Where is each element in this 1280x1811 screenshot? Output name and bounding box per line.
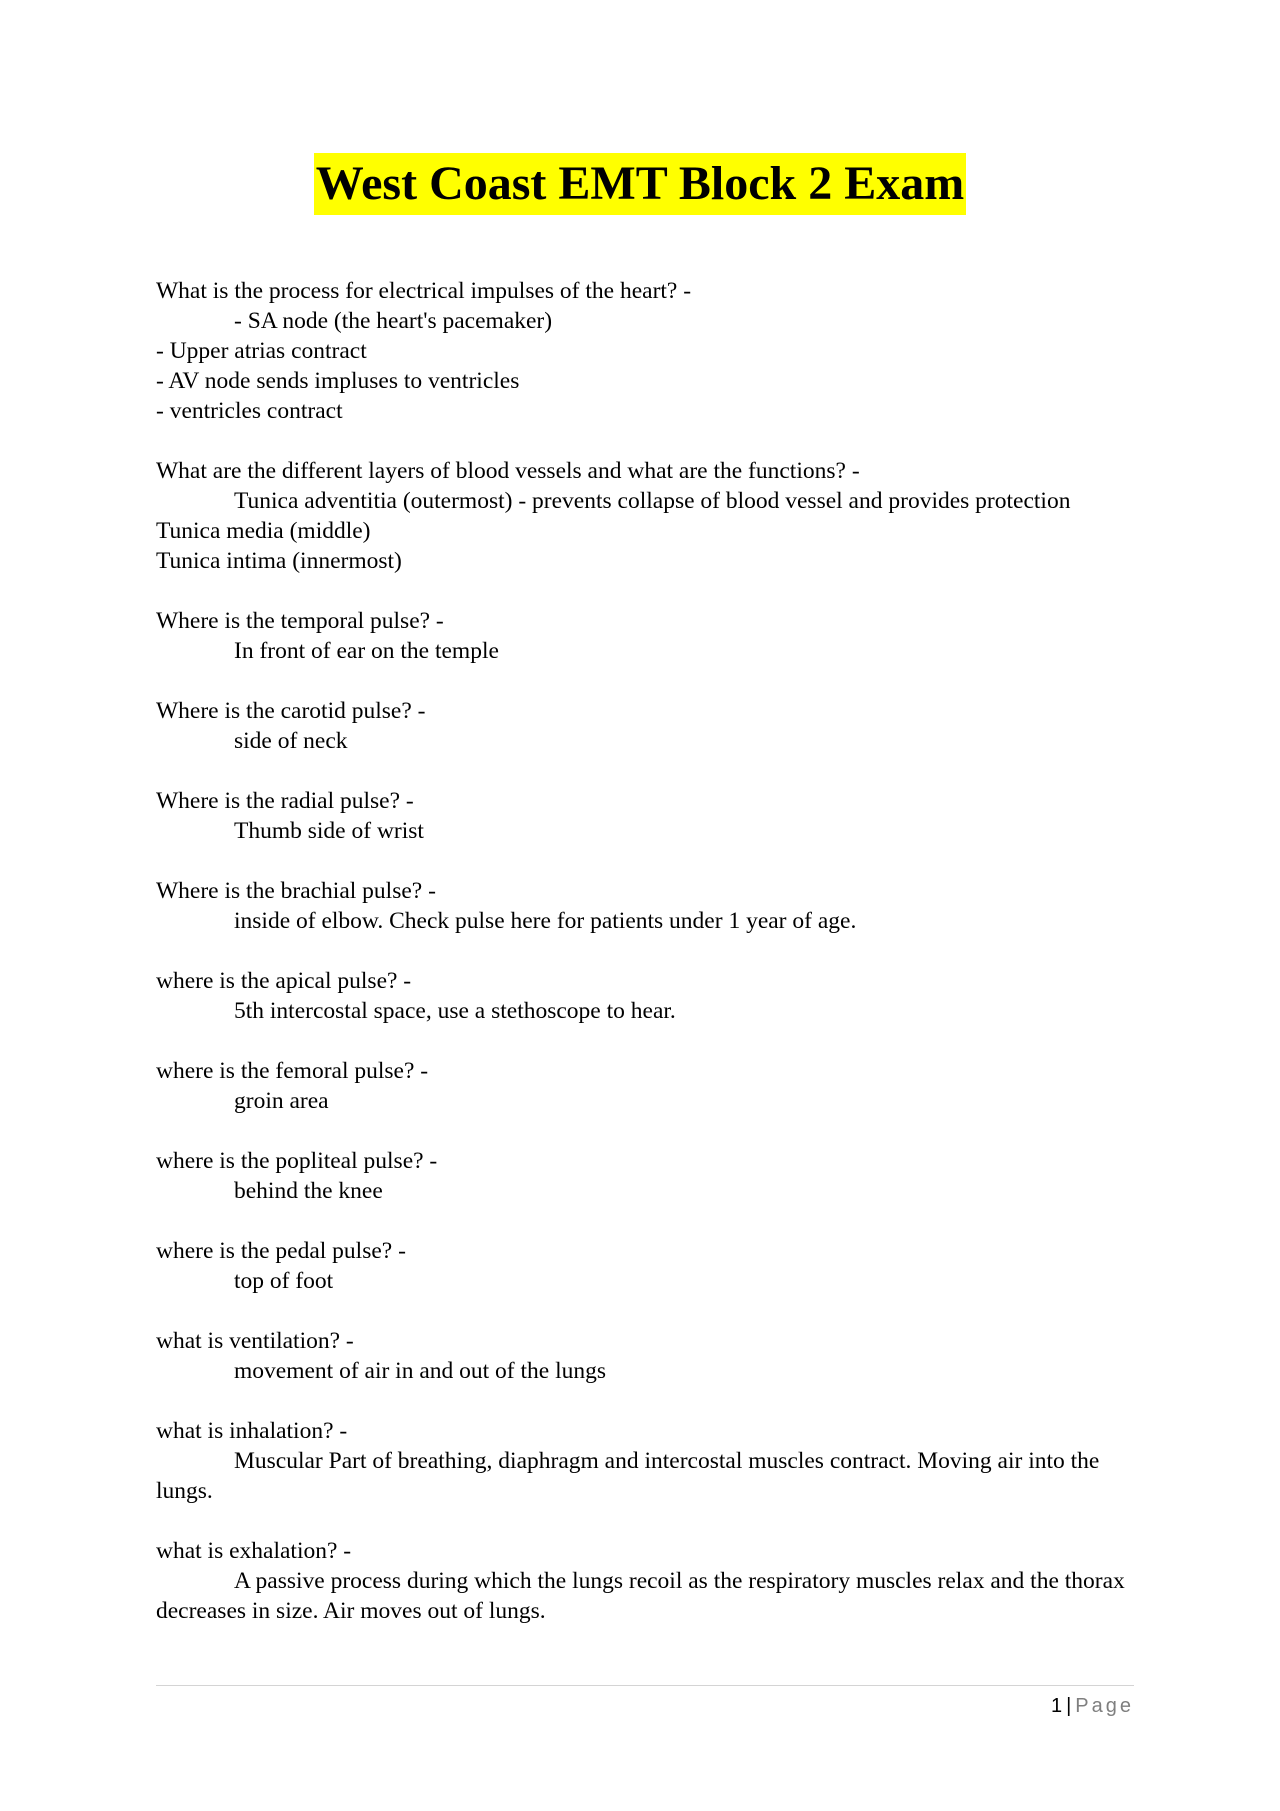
question-text: where is the apical pulse? - — [156, 968, 412, 994]
answer-text: A passive process during which the lungs recoil as the respiratory muscles relax and the thorax decreases in size. Air moves out of lungs. — [156, 1568, 1131, 1624]
answer-text: inside of elbow. Check pulse here for patients under 1 year of age. — [234, 908, 857, 934]
answer-text: side of neck — [234, 728, 348, 754]
qa-item — [156, 1056, 1134, 1116]
question-text: What are the different layers of blood vessels and what are the functions? - — [156, 458, 860, 484]
document-title: West Coast EMT Block 2 Exam — [314, 153, 966, 215]
document-body — [156, 276, 1134, 1656]
question-text: where is the popliteal pulse? - — [156, 1148, 438, 1174]
question-text: What is the process for electrical impulses of the heart? - — [156, 278, 692, 304]
answer-text: Thumb side of wrist — [234, 818, 424, 844]
question-text: Where is the radial pulse? - — [156, 788, 414, 814]
answer-text: 5th intercostal space, use a stethoscope to hear. — [234, 998, 676, 1024]
answer-text: - SA node (the heart's pacemaker) — [234, 308, 553, 334]
qa-item — [156, 876, 1134, 936]
answer-text: Tunica media (middle) — [156, 518, 371, 544]
page-number: 1 — [1050, 1695, 1063, 1717]
answer-text: In front of ear on the temple — [234, 638, 499, 664]
qa-item — [156, 1326, 1134, 1386]
qa-item — [156, 606, 1134, 666]
qa-item — [156, 276, 1134, 426]
footer-divider — [156, 1685, 1134, 1686]
question-text: where is the pedal pulse? - — [156, 1238, 406, 1264]
answer-text: movement of air in and out of the lungs — [234, 1358, 607, 1384]
qa-item — [156, 1146, 1134, 1206]
answer-text: top of foot — [234, 1268, 334, 1294]
answer-text: - AV node sends impluses to ventricles — [156, 368, 520, 394]
qa-item — [156, 1536, 1134, 1626]
answer-text: groin area — [234, 1088, 329, 1114]
question-text: Where is the temporal pulse? - — [156, 608, 444, 634]
question-text: Where is the brachial pulse? - — [156, 878, 436, 904]
qa-item — [156, 786, 1134, 846]
question-text: Where is the carotid pulse? - — [156, 698, 426, 724]
answer-text: Tunica intima (innermost) — [156, 548, 402, 574]
answer-text: - ventricles contract — [156, 398, 343, 424]
question-text: what is ventilation? - — [156, 1328, 354, 1354]
qa-item — [156, 456, 1134, 576]
answer-text: Muscular Part of breathing, diaphragm and intercostal muscles contract. Moving air into the lungs. — [156, 1448, 1106, 1504]
page-label: Page — [1075, 1695, 1134, 1717]
footer-separator: | — [1066, 1695, 1072, 1717]
question-text: where is the femoral pulse? - — [156, 1058, 429, 1084]
page-footer — [1051, 1693, 1134, 1719]
question-text: what is inhalation? - — [156, 1418, 348, 1444]
title-container — [0, 153, 1280, 215]
answer-text: Tunica adventitia (outermost) - prevents collapse of blood vessel and provides protection — [234, 488, 1071, 514]
answer-text: behind the knee — [234, 1178, 383, 1204]
qa-item — [156, 966, 1134, 1026]
answer-text: - Upper atrias contract — [156, 338, 367, 364]
qa-item — [156, 1236, 1134, 1296]
qa-item — [156, 696, 1134, 756]
qa-item — [156, 1416, 1134, 1506]
question-text: what is exhalation? - — [156, 1538, 352, 1564]
